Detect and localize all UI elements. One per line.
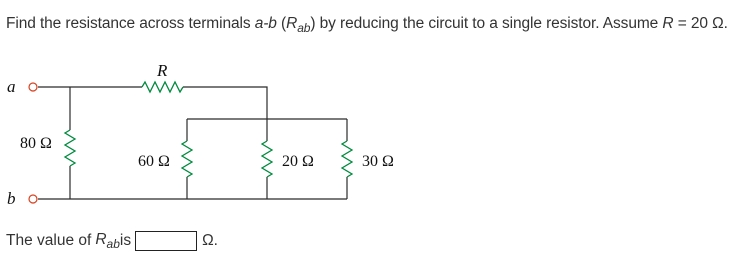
answer-rab xyxy=(95,231,120,251)
question-part: ) by reducing the circuit to a single resistor. Assume xyxy=(310,15,663,32)
answer-unit: Ω. xyxy=(202,232,218,249)
resistor-30-label: 30 Ω xyxy=(362,153,394,170)
resistor-80 xyxy=(65,130,75,166)
question-part: ( xyxy=(276,15,287,32)
rab-subscript: ab xyxy=(297,21,311,35)
answer-is-label: is xyxy=(119,232,132,249)
answer-rab-subscript: ab xyxy=(106,237,120,251)
resistor-80-label: 80 Ω xyxy=(20,135,52,152)
terminal-b-label: b xyxy=(7,189,16,208)
answer-input[interactable] xyxy=(135,231,197,251)
resistor-60 xyxy=(182,141,192,177)
terminal-a-label: a xyxy=(7,77,16,96)
resistor-60-label: 60 Ω xyxy=(138,153,170,170)
answer-prefix: The value of xyxy=(6,232,92,249)
resistor-20 xyxy=(262,141,272,177)
answer-row xyxy=(6,229,218,253)
terminal-a xyxy=(29,83,37,91)
circuit-wires xyxy=(38,87,347,199)
question-part: Find the resistance across terminals xyxy=(6,15,255,32)
resistor-r-label: R xyxy=(157,61,168,80)
resistor-30 xyxy=(342,141,352,177)
resistor-20-label: 20 Ω xyxy=(282,153,314,170)
terminals-label: a-b xyxy=(254,15,277,32)
question-part: = 20 Ω. xyxy=(673,15,728,32)
r-symbol: R xyxy=(662,15,674,32)
answer-rab-symbol: R xyxy=(95,231,107,248)
resistor-r-top xyxy=(142,82,183,92)
rab-symbol: R xyxy=(286,15,298,32)
wire-top-right xyxy=(183,87,267,141)
terminal-b xyxy=(29,195,37,203)
